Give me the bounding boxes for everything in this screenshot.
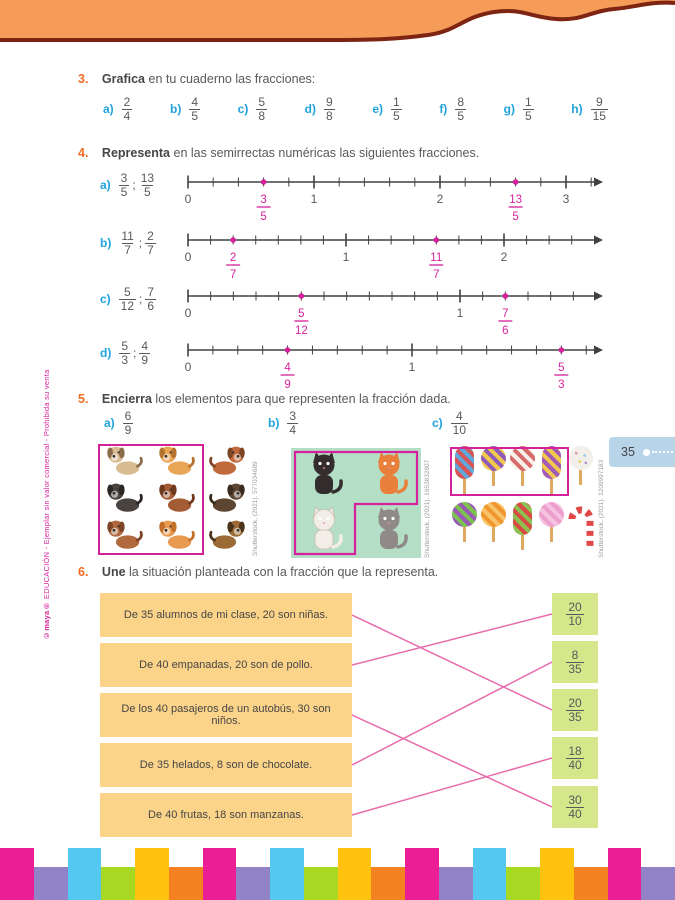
numerator: 2 <box>147 229 154 243</box>
tick-label: 0 <box>184 250 192 264</box>
footer-bar <box>68 848 102 900</box>
lollipop-stick <box>521 471 524 486</box>
denominator: 7 <box>147 242 154 257</box>
item-letter: a) <box>103 102 114 117</box>
numerator: 4 <box>191 95 199 109</box>
fraction <box>566 649 583 675</box>
item-letter: d) <box>304 102 316 117</box>
numberline-row <box>100 168 604 224</box>
exercise6-verb: Une <box>101 565 126 579</box>
exercise5-header <box>78 392 451 406</box>
point-marker <box>559 347 565 353</box>
point-marker <box>230 237 236 243</box>
point-denominator: 7 <box>433 269 440 281</box>
exercise4-instruction: en las semirrectas numéricas las siguientes fracciones. <box>170 146 480 160</box>
tick-label: 1 <box>408 360 416 374</box>
fraction <box>523 96 534 122</box>
numerator: 1 <box>392 95 400 109</box>
fraction <box>566 697 583 723</box>
brand-name: ©maya® <box>42 601 51 640</box>
point-numerator: 7 <box>502 308 509 320</box>
cat-icon <box>304 505 344 551</box>
point-numerator: 5 <box>558 362 565 374</box>
lollipop-stick <box>492 527 495 542</box>
arrow-icon <box>594 346 603 355</box>
badge-dotted-leader <box>652 451 673 453</box>
numerator: 20 <box>568 695 582 710</box>
lollipop-stick <box>579 470 582 485</box>
candy <box>542 446 561 479</box>
denominator: 15 <box>592 108 606 123</box>
numerator: 11 <box>121 229 134 243</box>
exercise6-number: 6. <box>78 565 89 579</box>
footer-bar <box>540 848 574 900</box>
candy <box>455 446 474 479</box>
lollipop-stick <box>463 479 466 494</box>
dog-cell <box>102 480 146 519</box>
tick-label: 1 <box>456 306 464 320</box>
number-line <box>182 168 604 224</box>
numerator: 9 <box>325 95 333 109</box>
cats-panel <box>291 448 421 558</box>
separator: ; <box>139 292 143 307</box>
exercise3-fractions-row <box>103 96 608 122</box>
statement-box: De 40 empanadas, 20 son de pollo. <box>100 643 352 687</box>
footer-bar <box>203 848 237 900</box>
separator: ; <box>132 178 136 193</box>
fraction <box>256 96 267 122</box>
denominator: 8 <box>258 108 266 123</box>
footer-bar <box>405 848 439 900</box>
fraction-item <box>305 96 335 122</box>
numerator: 30 <box>568 792 582 807</box>
exercise6-header <box>78 565 438 579</box>
denominator: 40 <box>568 757 582 772</box>
numerator: 9 <box>595 95 603 109</box>
lollipops-grid <box>450 446 600 558</box>
numberline-row <box>100 282 604 338</box>
page-number-badge <box>609 437 675 467</box>
page-number: 35 <box>621 445 635 459</box>
footer-bar <box>304 867 338 900</box>
fraction-box <box>552 786 598 828</box>
cat-cell <box>304 450 344 501</box>
badge-dot-icon <box>643 449 650 456</box>
fraction <box>119 172 130 198</box>
match-line <box>352 614 552 665</box>
footer-bar <box>338 848 372 900</box>
item-letter: f) <box>439 102 448 117</box>
exercise3-number: 3. <box>78 72 89 86</box>
candy <box>452 502 477 527</box>
footer-bar <box>641 867 675 900</box>
denominator: 6 <box>147 298 155 313</box>
item-letter: c) <box>432 416 443 431</box>
numerator: 7 <box>147 285 155 299</box>
footer-bar <box>473 848 507 900</box>
statement-box: De 35 alumnos de mi clase, 20 son niñas. <box>100 593 352 637</box>
fraction <box>139 340 150 366</box>
numerator: 8 <box>457 95 464 109</box>
numerator: 3 <box>289 409 297 423</box>
numberline-label <box>100 336 182 366</box>
item-letter: g) <box>503 102 515 117</box>
denominator: 10 <box>568 613 582 628</box>
candy <box>481 502 506 527</box>
fraction-item <box>372 96 401 122</box>
dog-cell <box>206 480 250 519</box>
denominator: 8 <box>325 108 333 123</box>
lollipop-stick <box>521 535 524 550</box>
dog-icon <box>102 517 146 551</box>
footer-bar <box>439 867 473 900</box>
fraction-given-label <box>104 410 133 436</box>
exercise4-number: 4. <box>78 146 89 160</box>
point-marker <box>261 179 267 185</box>
point-denominator: 6 <box>502 325 509 337</box>
cat-icon <box>304 450 344 496</box>
point-numerator: 5 <box>298 308 305 320</box>
tick-label: 3 <box>562 192 570 206</box>
exercise5-instruction: los elementos para que representen la fracción dada. <box>151 392 451 406</box>
match-line <box>352 715 552 807</box>
point-marker <box>433 237 439 243</box>
denominator: 3 <box>121 352 129 367</box>
point-marker <box>285 347 291 353</box>
denominator: 9 <box>124 422 132 437</box>
lollipop-stick <box>550 527 553 542</box>
fraction-item <box>504 96 534 122</box>
denominator: 5 <box>524 108 532 123</box>
dog-icon <box>102 443 146 477</box>
item-letter: a) <box>100 178 111 193</box>
dog-cell <box>206 443 250 482</box>
footer-bar <box>101 867 135 900</box>
point-denominator: 5 <box>512 211 519 223</box>
connection-lines <box>352 580 552 842</box>
fraction <box>139 172 156 198</box>
separator: ; <box>138 236 143 251</box>
item-letter: e) <box>372 102 383 117</box>
fraction-box <box>552 737 598 779</box>
fraction-item <box>571 96 608 122</box>
numberline-label <box>100 282 182 312</box>
numerator: 4 <box>141 339 149 353</box>
numberline-row <box>100 226 604 282</box>
lollipop-stick <box>492 471 495 486</box>
footer-bar <box>135 848 169 900</box>
denominator: 5 <box>392 108 400 123</box>
numerator: 1 <box>524 95 532 109</box>
fraction-given-label <box>268 410 298 436</box>
point-numerator: 11 <box>430 252 443 264</box>
exercise5-number: 5. <box>78 392 89 406</box>
denominator: 9 <box>141 352 149 367</box>
tick-label: 2 <box>500 250 508 264</box>
dog-icon <box>102 480 146 514</box>
lollipop-stick <box>550 479 553 494</box>
denominator: 5 <box>120 184 128 199</box>
dog-cell <box>154 480 198 519</box>
footer-bar <box>574 867 608 900</box>
fraction-item <box>103 96 132 122</box>
statement-box: De 35 helados, 8 son de chocolate. <box>100 743 352 787</box>
denominator: 40 <box>568 806 582 821</box>
footer-bar <box>270 848 304 900</box>
cat-cell <box>304 505 344 556</box>
header-wave-banner <box>0 0 675 48</box>
point-marker <box>299 293 305 299</box>
fraction <box>566 794 583 820</box>
candy <box>539 502 564 527</box>
match-line <box>352 615 552 710</box>
exercise4-header <box>78 146 479 160</box>
statement-box: De 40 frutas, 18 son manzanas. <box>100 793 352 837</box>
footer-bar <box>236 867 270 900</box>
tick-label: 0 <box>184 306 192 320</box>
candy <box>569 446 593 470</box>
dog-cell <box>154 443 198 482</box>
number-line <box>182 282 604 338</box>
item-letter: b) <box>268 416 280 431</box>
cat-icon <box>369 450 409 496</box>
arrow-icon <box>594 178 603 187</box>
fraction-box <box>552 689 598 731</box>
point-numerator: 2 <box>229 252 237 264</box>
cat-cell <box>369 450 409 501</box>
fraction-item <box>439 96 466 122</box>
dogs-grid <box>98 444 258 555</box>
point-denominator: 3 <box>558 379 565 391</box>
exercise5-verb: Encierra <box>101 392 152 406</box>
lollipop-icon <box>481 502 506 558</box>
denominator: 35 <box>568 661 582 676</box>
denominator: 5 <box>144 184 151 199</box>
numerator: 5 <box>258 95 266 109</box>
numerator: 3 <box>120 171 128 185</box>
image-credit: Shutterstock, (2021). 577034689 <box>252 461 259 556</box>
point-denominator: 12 <box>294 325 308 337</box>
numerator: 5 <box>121 339 129 353</box>
match-line <box>352 662 552 765</box>
candy-cane-icon <box>566 502 596 558</box>
exercise3-instruction: en tu cuaderno las fracciones: <box>145 72 316 86</box>
dog-icon <box>206 443 250 477</box>
item-letter: b) <box>100 236 112 251</box>
footer-bar <box>608 848 642 900</box>
footer-bar <box>371 867 405 900</box>
dog-icon <box>154 443 198 477</box>
numerator: 20 <box>568 599 582 614</box>
fraction <box>591 96 608 122</box>
footer-bar <box>169 867 203 900</box>
lollipops-panel <box>450 446 600 558</box>
fraction <box>451 410 468 436</box>
fraction <box>119 340 130 366</box>
lollipop-stick <box>463 527 466 542</box>
lollipop-icon <box>455 446 474 502</box>
denominator: 4 <box>123 108 131 123</box>
cats-grid <box>291 448 421 558</box>
denominator: 10 <box>452 422 467 437</box>
point-numerator: 4 <box>284 362 291 374</box>
tick-label: 0 <box>184 360 192 374</box>
statement-box: De los 40 pasajeros de un autobús, 30 son niños. <box>100 693 352 737</box>
dog-icon <box>206 480 250 514</box>
dog-icon <box>206 517 250 551</box>
item-letter: d) <box>100 346 112 361</box>
numerator: 13 <box>140 171 155 185</box>
candy <box>481 446 506 471</box>
point-numerator: 13 <box>509 194 522 206</box>
exercise6-instruction: la situación planteada con la fracción que la representa. <box>125 565 439 579</box>
denominator: 4 <box>289 422 297 437</box>
item-letter: c) <box>100 292 111 307</box>
dog-cell <box>102 517 146 556</box>
exercise3-verb: Grafica <box>101 72 146 86</box>
dog-cell <box>206 517 250 556</box>
fraction-box <box>552 593 598 635</box>
numerator: 4 <box>456 409 463 423</box>
fraction-item <box>238 96 267 122</box>
tick-label: 1 <box>342 250 350 264</box>
numerator: 2 <box>123 95 131 109</box>
lollipop-icon <box>510 446 535 502</box>
dog-icon <box>154 517 198 551</box>
fraction <box>123 410 134 436</box>
fraction <box>455 96 466 122</box>
fraction <box>145 286 156 312</box>
fraction <box>566 745 583 771</box>
fraction <box>119 230 135 256</box>
denominator: 7 <box>124 242 131 257</box>
fraction-box <box>552 641 598 683</box>
numerator: 8 <box>571 647 579 662</box>
footer-bar <box>34 867 68 900</box>
denominator: 5 <box>191 108 199 123</box>
numberline-label <box>100 226 182 256</box>
lollipop-icon <box>542 446 561 502</box>
fraction <box>122 96 133 122</box>
footer-color-strip <box>0 848 675 900</box>
lollipop-icon <box>452 502 477 558</box>
arrow-icon <box>594 292 603 301</box>
denominator: 12 <box>120 298 135 313</box>
image-credit: Shutterstock, (2021). 1653832807 <box>424 459 431 558</box>
dogs-panel <box>98 444 258 556</box>
point-denominator: 7 <box>229 269 237 281</box>
dog-cell <box>154 517 198 556</box>
point-marker <box>503 293 509 299</box>
copyright-text: EDUCACIÓN - Ejemplar sin valor comercial - Prohibida su venta <box>42 369 51 602</box>
copyright-vertical-text <box>42 268 51 640</box>
exercise3-header <box>78 72 315 86</box>
fraction-given-label <box>432 410 468 436</box>
lollipop-icon <box>481 446 506 502</box>
tick-label: 0 <box>184 192 192 206</box>
cat-cell <box>369 505 409 556</box>
denominator: 5 <box>457 108 464 123</box>
denominator: 35 <box>568 709 582 724</box>
fraction <box>566 601 583 627</box>
fraction <box>189 96 200 122</box>
match-line <box>352 758 552 815</box>
item-letter: b) <box>170 102 182 117</box>
fraction <box>287 410 298 436</box>
numerator: 6 <box>124 409 132 423</box>
item-letter: c) <box>237 102 249 117</box>
cat-icon <box>369 505 409 551</box>
point-denominator: 9 <box>284 379 291 391</box>
lollipop-icon <box>513 502 532 558</box>
point-marker <box>513 179 519 185</box>
number-line <box>182 336 604 392</box>
number-line <box>182 226 604 282</box>
fraction <box>391 96 402 122</box>
separator: ; <box>133 346 137 361</box>
item-letter: h) <box>571 102 583 117</box>
item-letter: a) <box>104 416 115 431</box>
candy <box>510 446 535 471</box>
point-denominator: 5 <box>260 211 267 223</box>
lollipop-icon <box>539 502 564 558</box>
tick-label: 2 <box>436 192 444 206</box>
numerator: 5 <box>124 285 131 299</box>
footer-bar <box>506 867 540 900</box>
numberline-row <box>100 336 604 392</box>
fraction <box>145 230 156 256</box>
arrow-icon <box>594 236 603 245</box>
exercise4-verb: Representa <box>101 146 171 160</box>
numberline-label <box>100 168 182 198</box>
image-credit: Shutterstock, (2021). 1209997183 <box>598 459 605 558</box>
footer-bar <box>0 848 34 900</box>
tick-label: 1 <box>310 192 318 206</box>
point-numerator: 3 <box>260 194 267 206</box>
fraction <box>119 286 136 312</box>
dog-icon <box>154 480 198 514</box>
numerator: 18 <box>568 743 582 758</box>
fraction <box>324 96 335 122</box>
cake-pop-icon <box>569 446 593 502</box>
dog-cell <box>102 443 146 482</box>
fraction-item <box>170 96 200 122</box>
candy <box>513 502 532 535</box>
